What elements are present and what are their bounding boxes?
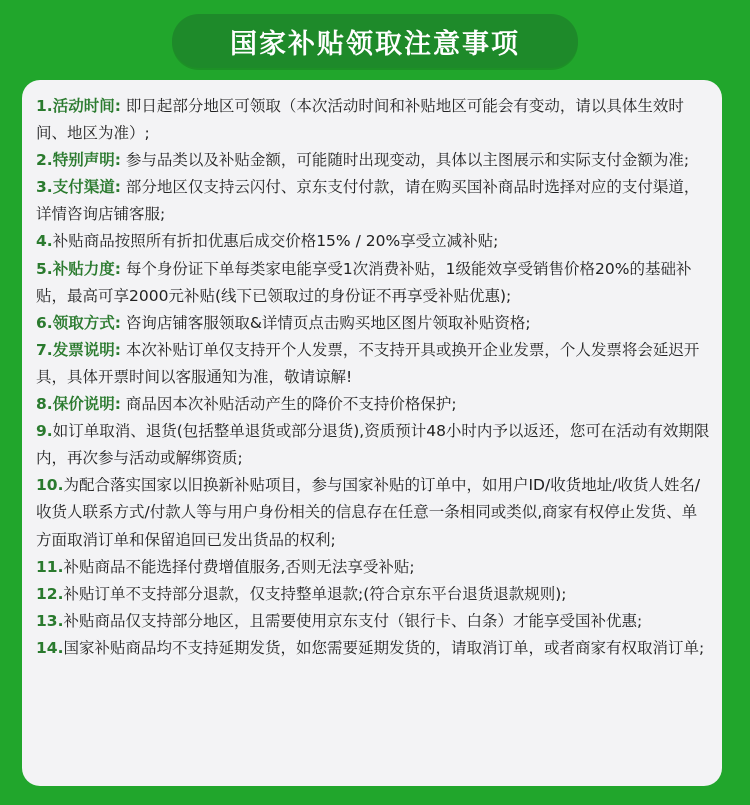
notice-item-8 bbox=[36, 391, 710, 418]
title-banner bbox=[172, 14, 578, 68]
item-text: 补贴商品按照所有折扣优惠后成交价格15% / 20%享受立减补贴; bbox=[52, 232, 499, 251]
item-number: 10. bbox=[36, 476, 64, 495]
notice-item-4 bbox=[36, 228, 710, 255]
item-number: 11. bbox=[36, 557, 64, 576]
item-number: 9. bbox=[36, 422, 53, 441]
item-label: 活动时间: bbox=[52, 97, 121, 115]
page-title: 国家补贴领取注意事项 bbox=[230, 28, 520, 60]
notice-item-9 bbox=[36, 418, 710, 472]
notice-item-5 bbox=[36, 256, 710, 310]
item-text: 补贴商品仅支持部分地区，且需要使用京东支付（银行卡、白条）才能享受国补优惠; bbox=[63, 611, 643, 630]
item-number: 6. bbox=[36, 313, 53, 332]
item-number: 4. bbox=[36, 232, 53, 251]
item-label: 补贴力度: bbox=[52, 259, 121, 278]
notice-item-13 bbox=[36, 608, 710, 635]
item-number: 3. bbox=[36, 178, 53, 197]
notice-card bbox=[22, 80, 722, 786]
item-number: 5. bbox=[36, 259, 53, 278]
notice-item-3 bbox=[36, 174, 710, 228]
notice-item-7 bbox=[36, 337, 710, 391]
item-label: 保价说明: bbox=[52, 395, 121, 414]
item-number: 13. bbox=[36, 611, 64, 630]
item-label: 支付渠道: bbox=[52, 178, 121, 197]
item-label: 发票说明: bbox=[52, 340, 121, 359]
item-text: 国家补贴商品均不支持延期发货，如您需要延期发货的，请取消订单，或者商家有权取消订单; bbox=[63, 638, 705, 657]
notice-item-12 bbox=[36, 581, 710, 608]
item-label: 特别声明: bbox=[52, 151, 121, 170]
item-text: 部分地区仅支持云闪付、京东支付付款，请在购买国补商品时选择对应的支付渠道，详情咨询店铺客服; bbox=[36, 178, 700, 224]
item-number: 7. bbox=[36, 340, 53, 359]
item-text: 本次补贴订单仅支持开个人发票，不支持开具或换开企业发票，个人发票将会延迟开具，具体开票时间以客服通知为准，敬请谅解! bbox=[36, 340, 700, 386]
item-number: 8. bbox=[36, 395, 53, 414]
item-number: 2. bbox=[36, 151, 53, 170]
notice-item-11 bbox=[36, 554, 710, 581]
item-number: 14. bbox=[36, 638, 64, 657]
item-text: 参与品类以及补贴金额，可能随时出现变动，具体以主图展示和实际支付金额为准; bbox=[120, 151, 690, 170]
notice-item-1 bbox=[36, 93, 710, 147]
notice-item-6 bbox=[36, 310, 710, 337]
item-text: 补贴商品不能选择付费增值服务,否则无法享受补贴; bbox=[63, 557, 415, 576]
notice-item-10 bbox=[36, 472, 710, 553]
item-number: 12. bbox=[36, 584, 64, 603]
item-label: 领取方式: bbox=[52, 313, 121, 332]
item-text: 如订单取消、退货(包括整单退货或部分退货),资质预计48小时内予以返还，您可在活动有效期限内，再次参与活动或解绑资质; bbox=[36, 422, 710, 468]
item-text: 每个身份证下单每类家电能享受1次消费补贴，1级能效享受销售价格20%的基础补贴，最高可享2000元补贴(线下已领取过的身份证不再享受补贴优惠); bbox=[36, 259, 692, 305]
item-text: 商品因本次补贴活动产生的降价不支持价格保护; bbox=[120, 395, 457, 414]
item-text: 补贴订单不支持部分退款，仅支持整单退款;(符合京东平台退货退款规则); bbox=[63, 584, 567, 603]
item-text: 为配合落实国家以旧换新补贴项目，参与国家补贴的订单中，如用户ID/收货地址/收货人姓名/收货人联系方式/付款人等与用户身份相关的信息存在任意一条相同或类似,商家有权停止发货、单方面取消订单和保留追回已发出货品的权利; bbox=[36, 476, 701, 549]
item-text: 咨询店铺客服领取&详情页点击购买地区图片领取补贴资格; bbox=[120, 313, 531, 332]
item-number: 1. bbox=[36, 97, 53, 115]
item-text: 即日起部分地区可领取（本次活动时间和补贴地区可能会有变动，请以具体生效时间、地区为准）; bbox=[36, 97, 684, 143]
notice-item-14 bbox=[36, 635, 710, 662]
notice-item-2 bbox=[36, 147, 710, 174]
